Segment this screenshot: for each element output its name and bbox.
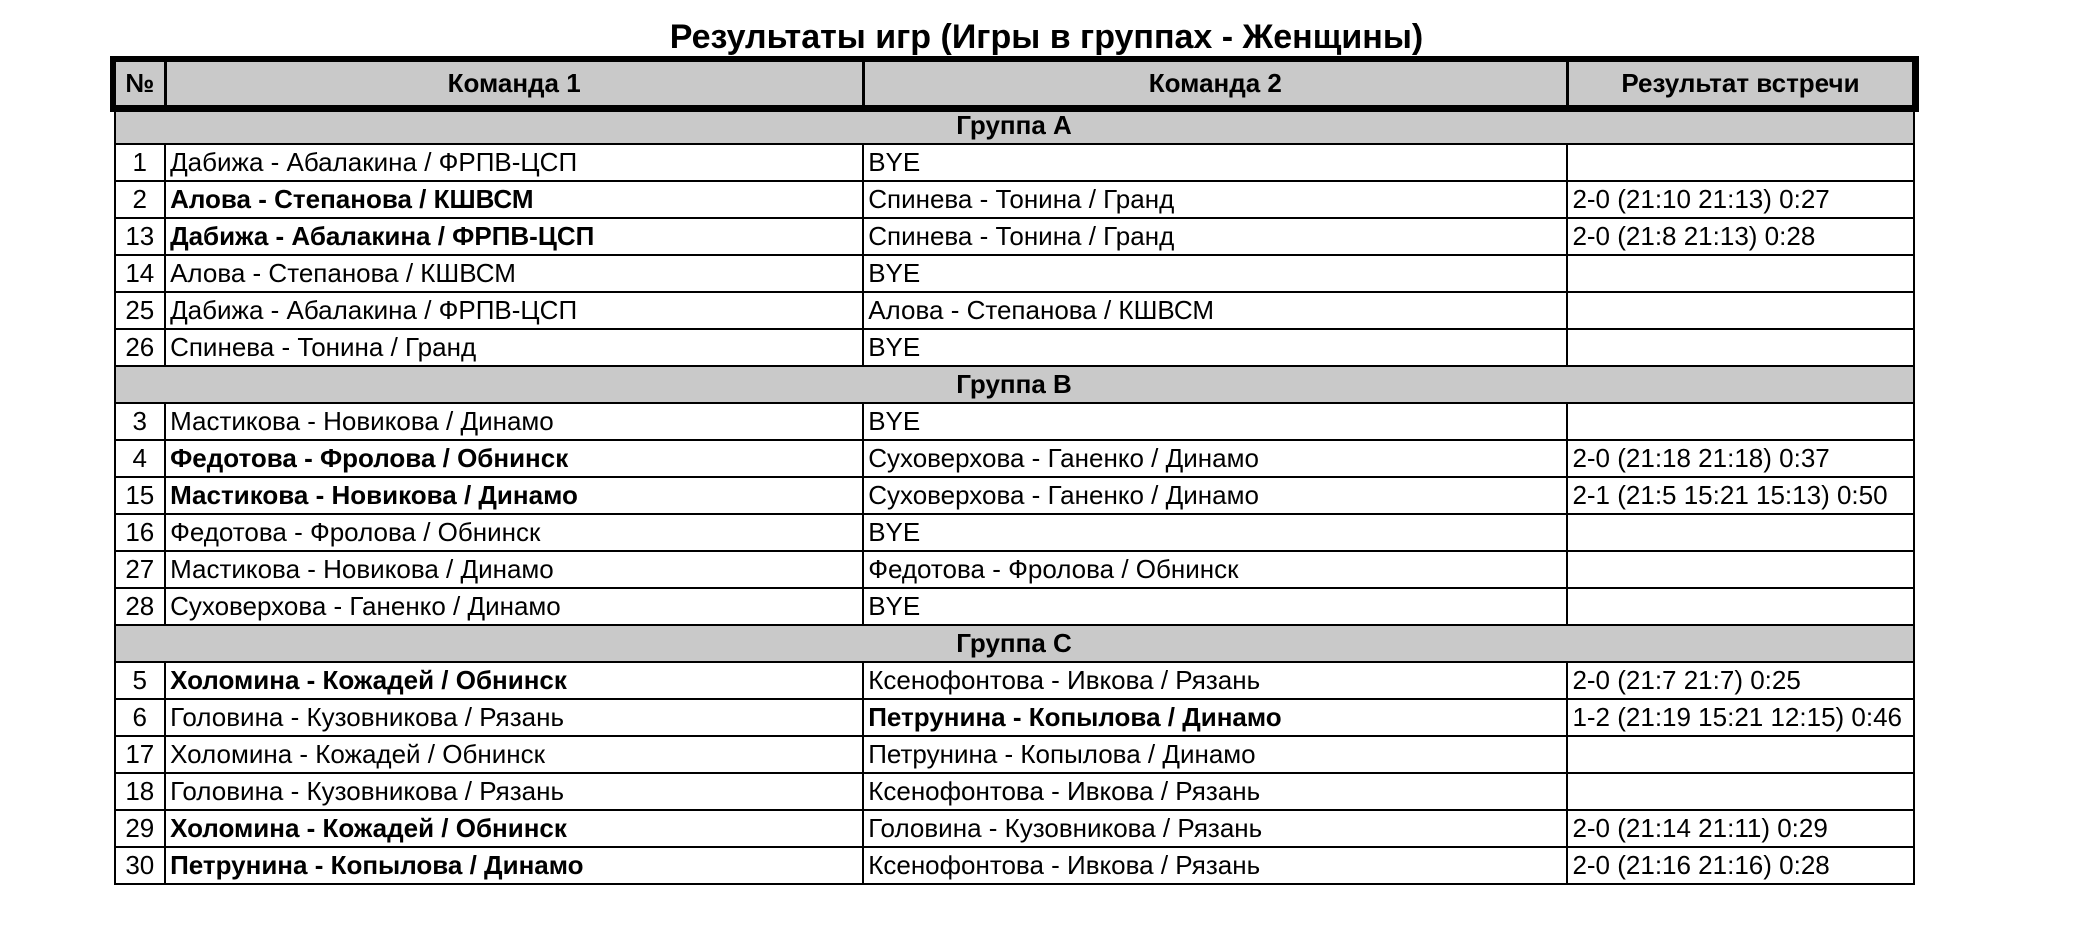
result-cell xyxy=(1567,514,1913,551)
table-row xyxy=(115,292,1914,329)
team2-cell: Ксенофонтова - Ивкова / Рязань xyxy=(863,773,1567,810)
table-body xyxy=(115,107,1914,885)
match-number: 26 xyxy=(115,329,166,366)
header-team2: Команда 2 xyxy=(863,61,1567,107)
match-number: 3 xyxy=(115,403,166,440)
team2-cell: Ксенофонтова - Ивкова / Рязань xyxy=(863,662,1567,699)
result-cell: 2-0 (21:14 21:11) 0:29 xyxy=(1567,810,1913,847)
team2-cell: Головина - Кузовникова / Рязань xyxy=(863,810,1567,847)
table-row xyxy=(115,699,1914,736)
team2-cell: Федотова - Фролова / Обнинск xyxy=(863,551,1567,588)
team1-cell: Дабижа - Абалакина / ФРПВ-ЦСП xyxy=(165,144,863,181)
team2-cell: Алова - Степанова / КШВСМ xyxy=(863,292,1567,329)
table-row xyxy=(115,662,1914,699)
match-number: 14 xyxy=(115,255,166,292)
team1-cell: Головина - Кузовникова / Рязань xyxy=(165,699,863,736)
header-number: № xyxy=(115,61,166,107)
team2-cell: Петрунина - Копылова / Динамо xyxy=(863,736,1567,773)
table-row xyxy=(115,403,1914,440)
result-cell xyxy=(1567,736,1913,773)
team1-cell: Спинева - Тонина / Гранд xyxy=(165,329,863,366)
result-cell: 2-0 (21:10 21:13) 0:27 xyxy=(1567,181,1913,218)
match-number: 6 xyxy=(115,699,166,736)
match-number: 4 xyxy=(115,440,166,477)
result-cell xyxy=(1567,292,1913,329)
team1-cell: Дабижа - Абалакина / ФРПВ-ЦСП xyxy=(165,218,863,255)
match-number: 28 xyxy=(115,588,166,625)
team2-cell: BYE xyxy=(863,255,1567,292)
team1-cell: Алова - Степанова / КШВСМ xyxy=(165,181,863,218)
header-team1: Команда 1 xyxy=(165,61,863,107)
table-header xyxy=(115,61,1914,107)
match-number: 13 xyxy=(115,218,166,255)
team1-cell: Мастикова - Новикова / Динамо xyxy=(165,477,863,514)
match-number: 16 xyxy=(115,514,166,551)
table-row xyxy=(115,551,1914,588)
table-row xyxy=(115,144,1914,181)
table-row xyxy=(115,588,1914,625)
table-row xyxy=(115,773,1914,810)
table-row xyxy=(115,514,1914,551)
result-cell xyxy=(1567,144,1913,181)
team1-cell: Петрунина - Копылова / Динамо xyxy=(165,847,863,884)
result-cell xyxy=(1567,255,1913,292)
match-number: 17 xyxy=(115,736,166,773)
table-row xyxy=(115,477,1914,514)
group-label: Группа A xyxy=(115,107,1914,145)
header-result: Результат встречи xyxy=(1567,61,1913,107)
match-number: 25 xyxy=(115,292,166,329)
match-number: 30 xyxy=(115,847,166,884)
team1-cell: Федотова - Фролова / Обнинск xyxy=(165,514,863,551)
team1-cell: Головина - Кузовникова / Рязань xyxy=(165,773,863,810)
match-number: 27 xyxy=(115,551,166,588)
table-row xyxy=(115,736,1914,773)
match-number: 5 xyxy=(115,662,166,699)
table-row xyxy=(115,810,1914,847)
group-header-row xyxy=(115,107,1914,145)
team1-cell: Холомина - Кожадей / Обнинск xyxy=(165,810,863,847)
table-row xyxy=(115,255,1914,292)
result-cell xyxy=(1567,329,1913,366)
header-row xyxy=(115,61,1914,107)
page-title: Результаты игр (Игры в группах - Женщины) xyxy=(669,18,1424,56)
team2-cell: BYE xyxy=(863,144,1567,181)
team1-cell: Мастикова - Новикова / Динамо xyxy=(165,403,863,440)
table-row xyxy=(115,218,1914,255)
result-cell: 2-0 (21:16 21:16) 0:28 xyxy=(1567,847,1913,884)
team1-cell: Федотова - Фролова / Обнинск xyxy=(165,440,863,477)
match-number: 15 xyxy=(115,477,166,514)
group-label: Группа B xyxy=(115,366,1914,403)
match-number: 2 xyxy=(115,181,166,218)
results-table xyxy=(113,59,1915,885)
team1-cell: Алова - Степанова / КШВСМ xyxy=(165,255,863,292)
team2-cell: BYE xyxy=(863,514,1567,551)
match-number: 1 xyxy=(115,144,166,181)
team1-cell: Холомина - Кожадей / Обнинск xyxy=(165,736,863,773)
team2-cell: Спинева - Тонина / Гранд xyxy=(863,181,1567,218)
group-label: Группа C xyxy=(115,625,1914,662)
result-cell: 1-2 (21:19 15:21 12:15) 0:46 xyxy=(1567,699,1913,736)
team1-cell: Мастикова - Новикова / Динамо xyxy=(165,551,863,588)
table-row xyxy=(115,329,1914,366)
table-row xyxy=(115,847,1914,884)
team2-cell: Суховерхова - Ганенко / Динамо xyxy=(863,440,1567,477)
result-cell: 2-0 (21:8 21:13) 0:28 xyxy=(1567,218,1913,255)
team1-cell: Холомина - Кожадей / Обнинск xyxy=(165,662,863,699)
result-cell xyxy=(1567,588,1913,625)
match-number: 29 xyxy=(115,810,166,847)
team1-cell: Суховерхова - Ганенко / Динамо xyxy=(165,588,863,625)
team2-cell: Спинева - Тонина / Гранд xyxy=(863,218,1567,255)
team2-cell: Ксенофонтова - Ивкова / Рязань xyxy=(863,847,1567,884)
team2-cell: Суховерхова - Ганенко / Динамо xyxy=(863,477,1567,514)
result-cell: 2-1 (21:5 15:21 15:13) 0:50 xyxy=(1567,477,1913,514)
result-cell: 2-0 (21:18 21:18) 0:37 xyxy=(1567,440,1913,477)
match-number: 18 xyxy=(115,773,166,810)
result-cell xyxy=(1567,773,1913,810)
result-cell xyxy=(1567,551,1913,588)
team2-cell: Петрунина - Копылова / Динамо xyxy=(863,699,1567,736)
table-row xyxy=(115,440,1914,477)
team2-cell: BYE xyxy=(863,403,1567,440)
team2-cell: BYE xyxy=(863,329,1567,366)
table-row xyxy=(115,181,1914,218)
team1-cell: Дабижа - Абалакина / ФРПВ-ЦСП xyxy=(165,292,863,329)
team2-cell: BYE xyxy=(863,588,1567,625)
group-header-row xyxy=(115,366,1914,403)
group-header-row xyxy=(115,625,1914,662)
result-cell xyxy=(1567,403,1913,440)
result-cell: 2-0 (21:7 21:7) 0:25 xyxy=(1567,662,1913,699)
